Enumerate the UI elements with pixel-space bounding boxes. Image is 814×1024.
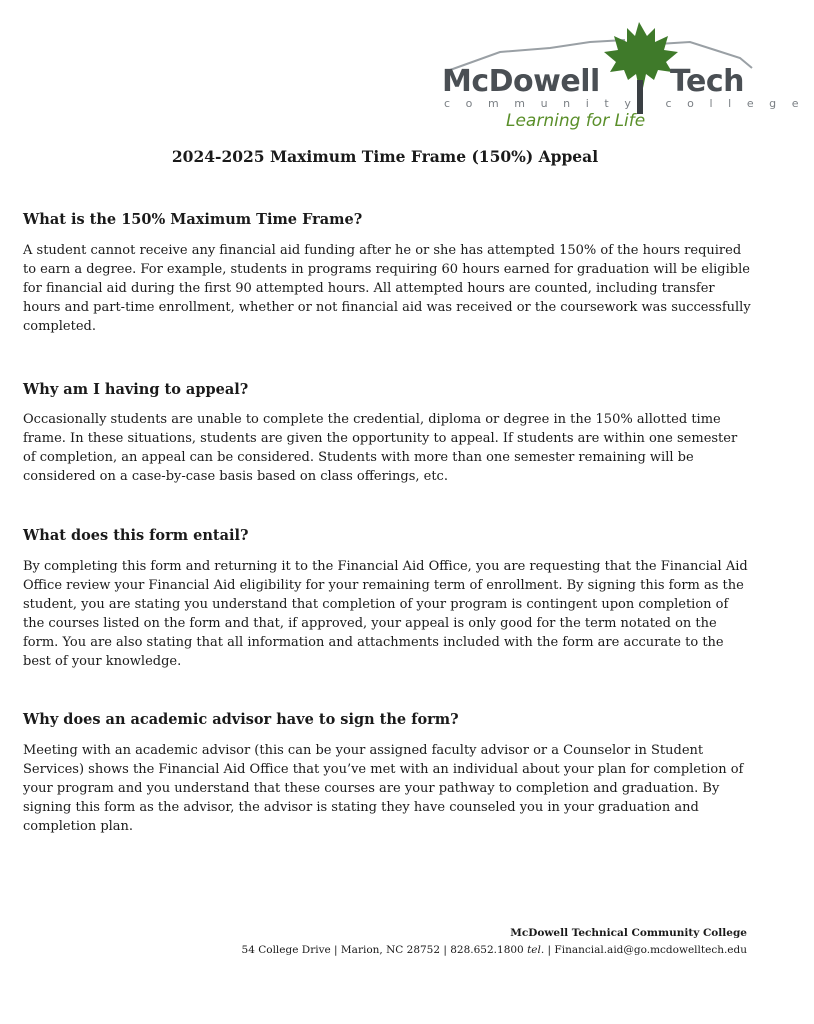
section-heading-maximum-time-frame: What is the 150% Maximum Time Frame?	[23, 211, 363, 228]
footer-college-name: McDowell Technical Community College	[510, 927, 747, 939]
section-body-advisor-sign: Meeting with an academic advisor (this can be your assigned faculty advisor or a Counselor in Student Services) shows the Financial Aid Office that you’ve met with an individual about your plan for completion of your program and you understand that these courses are your pathway to completion and graduation. By signing this form as the advisor, the advisor is stating they have counseled you in your graduation and completion plan.	[23, 743, 744, 834]
footer-contact-line	[242, 944, 747, 956]
section-body-why-appeal: Occasionally students are unable to complete the credential, diploma or degree in the 150% allotted time frame. In these situations, students are given the opportunity to appeal. If students are within one semester of completion, an appeal can be considered. Students with more than one semester remaining will be considered on a case-by-case basis based on class offerings, etc.	[23, 412, 738, 484]
section-heading-form-entail: What does this form entail?	[23, 527, 249, 544]
section-heading-advisor-sign: Why does an academic advisor have to sign the form?	[23, 711, 459, 728]
footer-email: | Financial.aid@go.mcdowelltech.edu	[544, 944, 747, 956]
logo-tagline: Learning for Life	[506, 111, 646, 131]
logo-subtitle: community college	[444, 97, 814, 110]
section-heading-why-appeal: Why am I having to appeal?	[23, 381, 249, 398]
footer-address: 54 College Drive | Marion, NC 28752 | 828.652.1800	[241, 944, 524, 956]
logo-name-mcdowell: McDowell	[442, 64, 600, 99]
logo-name-tech: Tech	[670, 64, 744, 99]
document-title: 2024-2025 Maximum Time Frame (150%) Appeal	[171, 147, 599, 166]
college-logo	[440, 18, 814, 136]
section-body-form-entail: By completing this form and returning it to the Financial Aid Office, you are requesting that the Financial Aid Office review your Financial Aid eligibility for your remaining term of enrollment. By signing this form as the student, you are stating you understand that completion of your program is contingent upon completion of the courses listed on the form and that, if approved, your appeal is only good for the term notated on the form. You are also stating that all information and attachments included with the form are accurate to the best of your knowledge.	[23, 559, 748, 669]
logo-wordmark	[442, 64, 744, 99]
footer-tel-label: tel.	[527, 944, 545, 956]
section-body-maximum-time-frame: A student cannot receive any financial aid funding after he or she has attempted 150% of the hours required to earn a degree. For example, students in programs requiring 60 hours earned for graduation will be eligible for financial aid during the first 90 attempted hours. All attempted hours are counted, including transfer hours and part-time enrollment, whether or not financial aid was received or the coursework was successfully completed.	[23, 243, 751, 334]
